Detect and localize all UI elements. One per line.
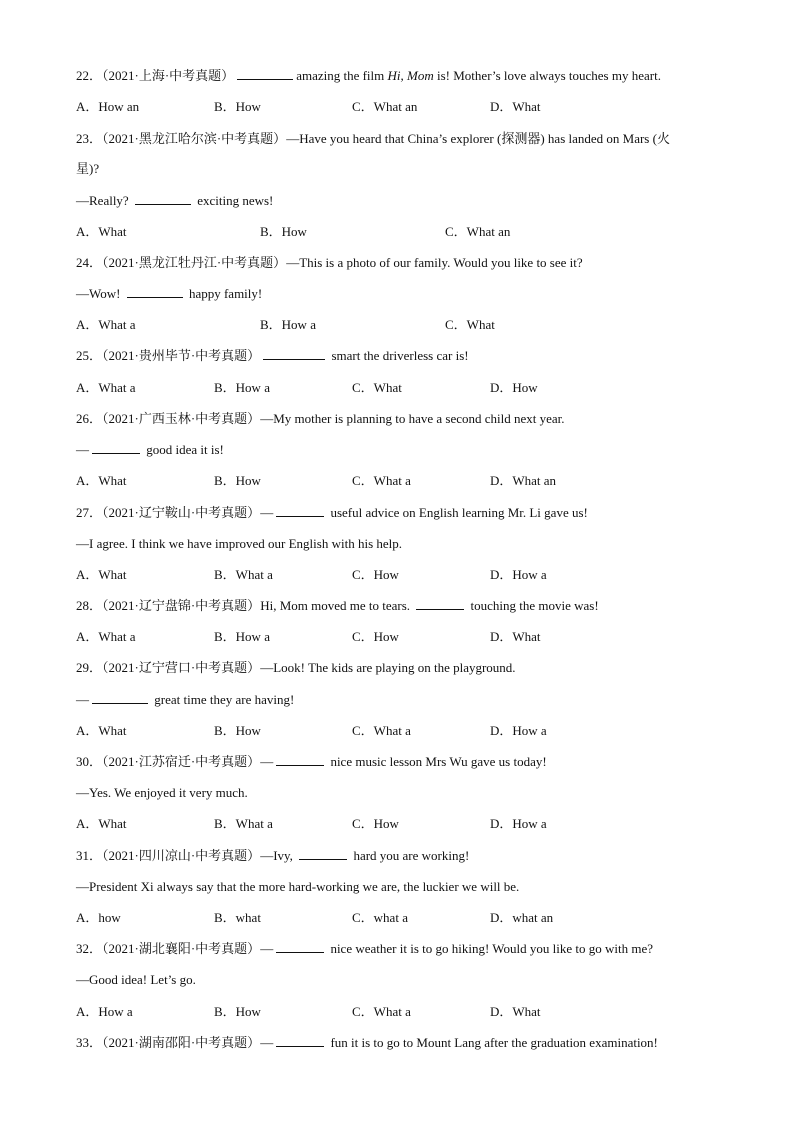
answer-blank [299,847,347,860]
question-31 [76,847,469,865]
option-a: A．How a [76,1004,133,1019]
option-a: A．how [76,910,121,925]
option-c: C．What [445,317,495,332]
option-b: B．How a [214,629,270,644]
question-number: 28． [76,598,103,613]
question-text: great time they are having! [151,692,295,707]
question-26-reply [76,441,224,459]
option-b: B．What a [214,567,273,582]
option-c: C．what a [352,910,408,925]
question-text: —Have you heard that China’s explorer (探测器) has landed on Mars (火 [286,131,670,146]
question-text: — [260,941,274,956]
question-31-reply: —President Xi always say that the more hard-working we are, the luckier we will be. [76,879,520,894]
option-d: D．How a [490,723,547,738]
question-29 [76,659,516,677]
answer-blank [127,285,183,298]
question-source: （2021·四川凉山·中考真题） [102,848,261,863]
question-text: nice weather it is to go hiking! Would you like to go with me? [327,941,654,956]
question-27-reply: —I agree. I think we have improved our English with his help. [76,536,403,551]
option-a: A．What [76,816,127,831]
question-text: —Look! The kids are playing on the playground. [260,660,516,675]
option-c: C．How [352,629,399,644]
question-text: — [76,442,89,457]
option-b: B．How [214,1004,261,1019]
question-28 [76,597,599,615]
option-d: D．How [490,380,538,395]
question-text: touching the movie was! [467,598,599,613]
question-text: —Wow! [76,286,124,301]
answer-blank [135,192,191,205]
option-a: A．How an [76,99,140,114]
option-b: B．How a [214,380,270,395]
option-b: B．What a [214,816,273,831]
option-c: C．What a [352,1004,411,1019]
question-25 [76,347,469,365]
option-a: A．What [76,224,127,239]
question-number: 27． [76,505,103,520]
question-source: （2021·贵州毕节·中考真题） [102,348,261,363]
question-27 [76,504,588,522]
question-30 [76,753,547,771]
question-text: nice music lesson Mrs Wu gave us today! [327,754,547,769]
answer-blank [276,753,324,766]
question-text: is! Mother’s love always touches my heart. [433,68,661,83]
option-c: C．What an [445,224,511,239]
question-text: — [260,754,274,769]
question-text: —Really? [76,193,132,208]
question-text: hard you are working! [350,848,470,863]
option-d: D．What [490,1004,541,1019]
question-number: 29． [76,660,103,675]
question-text: fun it is to go to Mount Lang after the graduation examination! [327,1035,658,1050]
option-d: D．What an [490,473,557,488]
option-d: D．How a [490,816,547,831]
question-source: （2021·辽宁鞍山·中考真题） [102,505,261,520]
question-22 [76,67,661,85]
question-source: （2021·湖南邵阳·中考真题） [102,1035,261,1050]
question-text: —My mother is planning to have a second child next year. [260,411,565,426]
option-b: B．what [214,910,261,925]
option-b: B．How [214,723,261,738]
option-a: A．What a [76,380,136,395]
option-a: A．What [76,567,127,582]
question-text: exciting news! [193,193,274,208]
option-b: B．How a [260,317,316,332]
question-number: 33． [76,1035,103,1050]
option-c: C．How [352,816,399,831]
option-d: D．What [490,629,541,644]
question-text: —Ivy, [260,848,297,863]
question-24-reply [76,285,262,303]
question-text: — [76,692,89,707]
question-source: （2021·广西玉林·中考真题） [102,411,261,426]
answer-blank [237,67,293,80]
option-a: A．What [76,723,127,738]
answer-blank [276,504,324,517]
question-text: — [260,1035,274,1050]
question-source: （2021·湖北襄阳·中考真题） [102,941,261,956]
option-c: C．What an [352,99,418,114]
answer-blank [92,441,140,454]
option-d: D．How a [490,567,547,582]
answer-blank [276,940,324,953]
answer-blank [263,347,325,360]
option-c: C．How [352,567,399,582]
question-number: 32． [76,941,103,956]
option-b: B．How [214,99,261,114]
question-source: （2021·辽宁盘锦·中考真题） [102,598,261,613]
question-number: 24． [76,255,103,270]
question-source: （2021·江苏宿迁·中考真题） [102,754,261,769]
option-b: B．How [260,224,307,239]
option-b: B．How [214,473,261,488]
question-number: 30． [76,754,103,769]
question-text: useful advice on English learning Mr. Li gave us! [327,505,588,520]
question-text: good idea it is! [143,442,224,457]
question-29-reply [76,691,294,709]
question-text: happy family! [185,286,263,301]
question-32-reply: —Good idea! Let’s go. [76,972,196,987]
question-23-reply [76,192,273,210]
option-d: D．what an [490,910,554,925]
question-30-reply: —Yes. We enjoyed it very much. [76,785,248,800]
option-a: A．What a [76,629,136,644]
question-text: smart the driverless car is! [328,348,469,363]
question-text: —This is a photo of our family. Would you like to see it? [286,255,583,270]
answer-blank [416,597,464,610]
question-number: 22． [76,68,103,83]
question-text: amazing the film [296,68,388,83]
question-source: （2021·上海·中考真题） [102,68,235,83]
question-23 [76,130,670,148]
question-23-cont: 星)? [76,161,100,176]
answer-blank [276,1034,324,1047]
answer-blank [92,691,148,704]
question-24 [76,254,583,272]
option-c: C．What a [352,723,411,738]
question-source: （2021·黑龙江哈尔滨·中考真题） [102,131,287,146]
question-number: 23． [76,131,103,146]
question-number: 31． [76,848,103,863]
option-a: A．What [76,473,127,488]
question-number: 25． [76,348,103,363]
option-c: C．What [352,380,402,395]
question-source: （2021·黑龙江牡丹江·中考真题） [102,255,287,270]
question-text: — [260,505,274,520]
question-26 [76,410,565,428]
question-text: Hi, Mom moved me to tears. [260,598,414,613]
film-title: Hi, Mom [387,68,434,83]
question-number: 26． [76,411,103,426]
option-a: A．What a [76,317,136,332]
option-d: D．What [490,99,541,114]
option-c: C．What a [352,473,411,488]
question-33 [76,1034,658,1052]
question-32 [76,940,653,958]
question-source: （2021·辽宁营口·中考真题） [102,660,261,675]
